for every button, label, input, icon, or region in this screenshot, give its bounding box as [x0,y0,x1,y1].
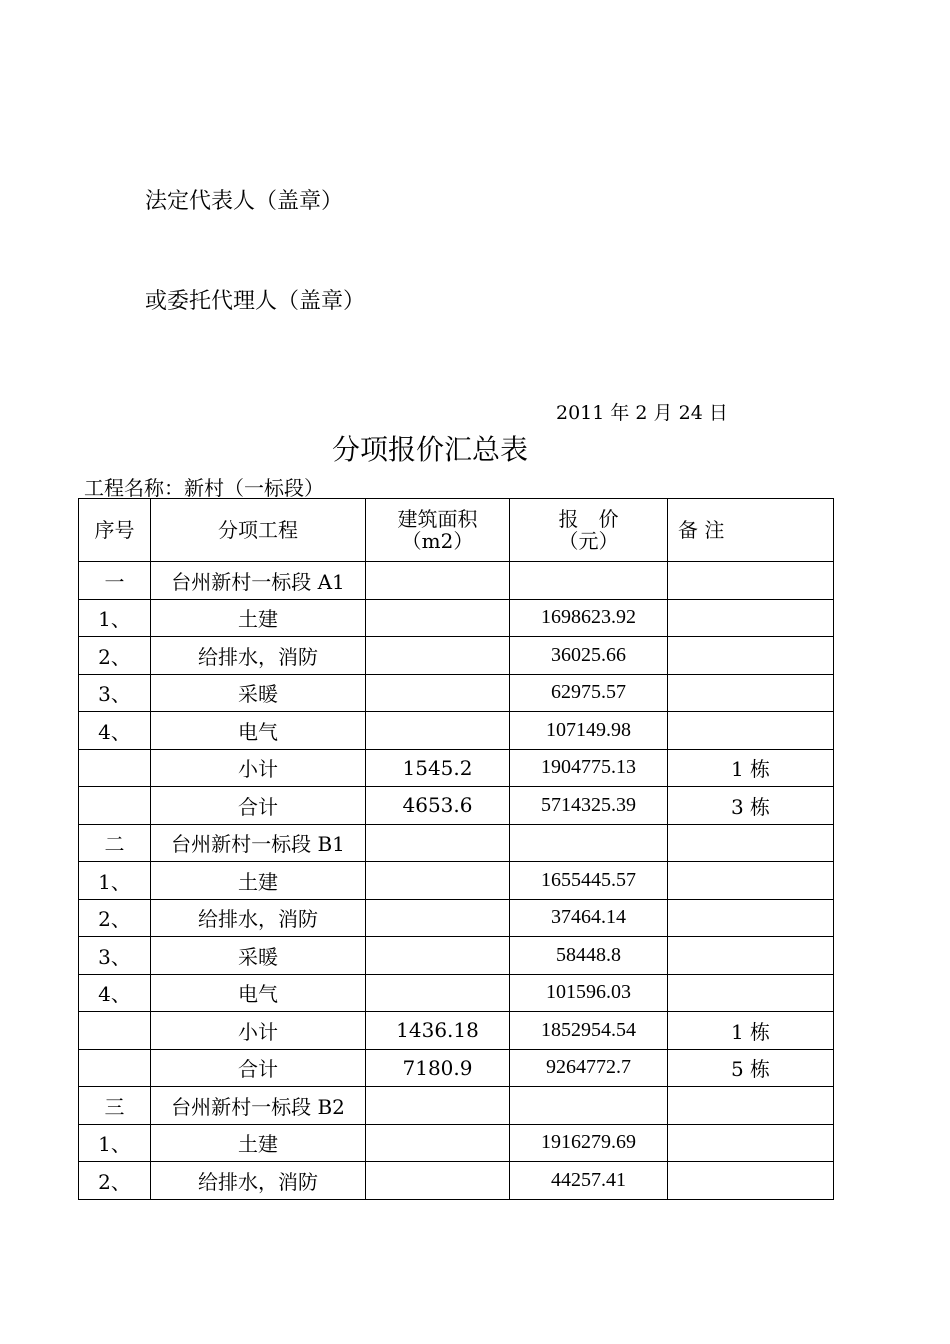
cell-note: 1 栋 [668,1012,834,1050]
page-title: 分项报价汇总表 [331,433,528,466]
cell-area [366,899,510,937]
cell-note: 1 栋 [668,749,834,787]
cell-no: 1、 [79,1124,151,1162]
cell-note [668,974,834,1012]
cell-item: 台州新村一标段 B1 [151,824,366,862]
cell-price: 1904775.13 [510,749,668,787]
col-header-area-line1: 建筑面积 [397,507,478,531]
cell-item: 土建 [151,599,366,637]
authorized-agent-seal-label: 或委托代理人（盖章） [145,289,366,314]
document-date: 2011 年 2 月 24 日 [556,402,728,424]
cell-area [366,599,510,637]
cell-item: 给排水，消防 [151,637,366,675]
cell-note [668,599,834,637]
table-row [79,974,834,1012]
cell-price: 62975.57 [510,674,668,712]
cell-price: 9264772.7 [510,1049,668,1087]
table-row [79,1124,834,1162]
col-header-price-line2: （元） [558,529,619,553]
cell-note: 3 栋 [668,787,834,825]
cell-price: 107149.98 [510,712,668,750]
cell-no [79,1012,151,1050]
col-header-area-line2: （m2） [401,529,474,553]
cell-price: 5714325.39 [510,787,668,825]
col-header-price-line1: 报 价 [558,507,619,531]
cell-item: 土建 [151,862,366,900]
cell-price: 44257.41 [510,1162,668,1200]
cell-price: 36025.66 [510,637,668,675]
col-header-item: 分项工程 [151,499,366,562]
cell-no: 1、 [79,599,151,637]
table-row [79,637,834,675]
cell-no: 2、 [79,1162,151,1200]
cell-no: 4、 [79,712,151,750]
col-header-note: 备 注 [668,499,834,562]
cell-area [366,1124,510,1162]
cell-note [668,637,834,675]
table-row [79,899,834,937]
cell-item: 台州新村一标段 B2 [151,1087,366,1125]
cell-item: 土建 [151,1124,366,1162]
cell-area: 7180.9 [366,1049,510,1087]
cell-price: 1655445.57 [510,862,668,900]
table-header-row [79,499,834,562]
cell-no: 二 [79,824,151,862]
cell-note [668,1162,834,1200]
cell-item: 采暖 [151,937,366,975]
col-header-area [366,499,510,562]
cell-no: 2、 [79,899,151,937]
table-row [79,599,834,637]
cell-area [366,674,510,712]
cell-item: 给排水，消防 [151,899,366,937]
cell-note: 5 栋 [668,1049,834,1087]
cell-note [668,712,834,750]
cell-no: 一 [79,562,151,600]
cell-item: 小计 [151,1012,366,1050]
table-body [79,562,834,1200]
cell-no [79,1049,151,1087]
cell-item: 小计 [151,749,366,787]
cell-price [510,1087,668,1125]
table-row [79,749,834,787]
table-row [79,674,834,712]
cell-area [366,974,510,1012]
cell-item: 合计 [151,787,366,825]
cell-price: 1698623.92 [510,599,668,637]
cell-price: 101596.03 [510,974,668,1012]
cell-price [510,824,668,862]
project-name: 工程名称：新村（一标段） [84,476,324,500]
cell-no: 3、 [79,674,151,712]
table-row [79,1049,834,1087]
cell-note [668,937,834,975]
cell-no [79,749,151,787]
table-row [79,712,834,750]
cell-item: 电气 [151,974,366,1012]
col-header-price [510,499,668,562]
cell-note [668,1124,834,1162]
cell-area [366,824,510,862]
cell-item: 合计 [151,1049,366,1087]
cell-no: 三 [79,1087,151,1125]
cell-area [366,562,510,600]
cell-area [366,937,510,975]
cell-price: 37464.14 [510,899,668,937]
cell-item: 台州新村一标段 A1 [151,562,366,600]
cell-area: 1545.2 [366,749,510,787]
table-row [79,937,834,975]
cell-area [366,637,510,675]
table-row [79,562,834,600]
cell-price: 1916279.69 [510,1124,668,1162]
cell-area: 4653.6 [366,787,510,825]
cell-no: 3、 [79,937,151,975]
cell-note [668,899,834,937]
cell-no: 2、 [79,637,151,675]
cell-area [366,862,510,900]
cell-price: 58448.8 [510,937,668,975]
legal-representative-seal-label: 法定代表人（盖章） [145,189,344,214]
cell-note [668,674,834,712]
table-row [79,1162,834,1200]
table-row [79,824,834,862]
cell-area: 1436.18 [366,1012,510,1050]
cell-price: 1852954.54 [510,1012,668,1050]
cell-area [366,1087,510,1125]
cell-item: 采暖 [151,674,366,712]
table-row [79,1012,834,1050]
cell-area [366,712,510,750]
price-summary-table [78,498,834,1200]
cell-note [668,562,834,600]
cell-note [668,824,834,862]
cell-no: 1、 [79,862,151,900]
cell-note [668,1087,834,1125]
cell-item: 给排水，消防 [151,1162,366,1200]
cell-no: 4、 [79,974,151,1012]
cell-no [79,787,151,825]
cell-note [668,862,834,900]
table-row [79,787,834,825]
cell-area [366,1162,510,1200]
cell-price [510,562,668,600]
table-row [79,862,834,900]
table-row [79,1087,834,1125]
cell-item: 电气 [151,712,366,750]
col-header-no: 序号 [79,499,151,562]
